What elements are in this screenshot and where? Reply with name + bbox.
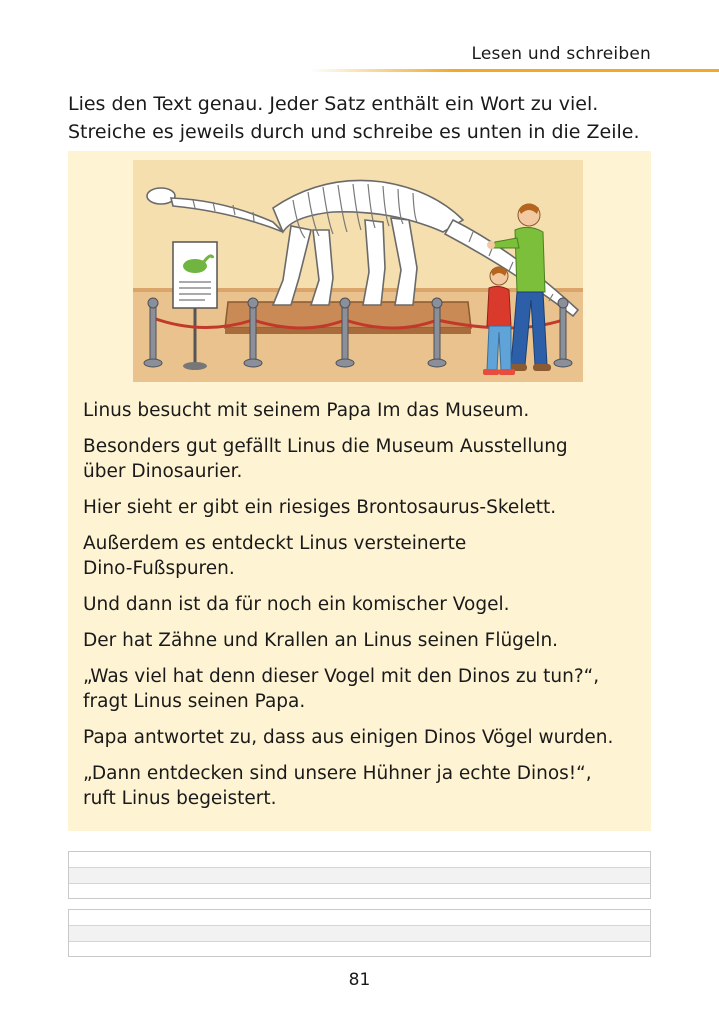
task-instructions xyxy=(68,90,668,146)
sentence: Außerdem es entdeckt Linus versteinerte Dino-Fußspuren. xyxy=(83,533,467,579)
museum-dinosaur-illustration xyxy=(133,160,583,382)
instruction-line: Streiche es jeweils durch und schreibe es unten in die Zeile. xyxy=(68,121,640,143)
sentence: Linus besucht mit seinem Papa Im das Museum. xyxy=(83,400,530,421)
sentence: „Dann entdecken sind unsere Hühner ja echte Dinos!“, ruft Linus begeistert. xyxy=(83,763,592,809)
guide-line xyxy=(69,925,650,926)
sentence: Und dann ist da für noch ein komischer Vogel. xyxy=(83,594,510,615)
page-number: 81 xyxy=(348,970,371,990)
sentence: Besonders gut gefällt Linus die Museum Ausstellung über Dinosaurier. xyxy=(83,436,568,482)
guide-line xyxy=(69,867,650,868)
sentence: Papa antwortet zu, dass aus einigen Dinos Vögel wurden. xyxy=(83,727,614,748)
sentence-list xyxy=(83,398,643,822)
guide-line xyxy=(69,941,650,942)
writing-band xyxy=(69,926,650,942)
answer-line-1[interactable] xyxy=(68,851,651,899)
guide-line xyxy=(69,883,650,884)
instruction-line: Lies den Text genau. Jeder Satz enthält ein Wort zu viel. xyxy=(68,93,599,115)
writing-band xyxy=(69,868,650,884)
reading-panel xyxy=(68,151,651,831)
section-title: Lesen und schreiben xyxy=(471,44,651,64)
header-divider xyxy=(310,69,719,72)
sentence: Hier sieht er gibt ein riesiges Brontosaurus-Skelett. xyxy=(83,497,557,518)
sentence: „Was viel hat denn dieser Vogel mit den Dinos zu tun?“, fragt Linus seinen Papa. xyxy=(83,666,600,712)
sentence: Der hat Zähne und Krallen an Linus seinen Flügeln. xyxy=(83,630,559,651)
answer-line-2[interactable] xyxy=(68,909,651,957)
